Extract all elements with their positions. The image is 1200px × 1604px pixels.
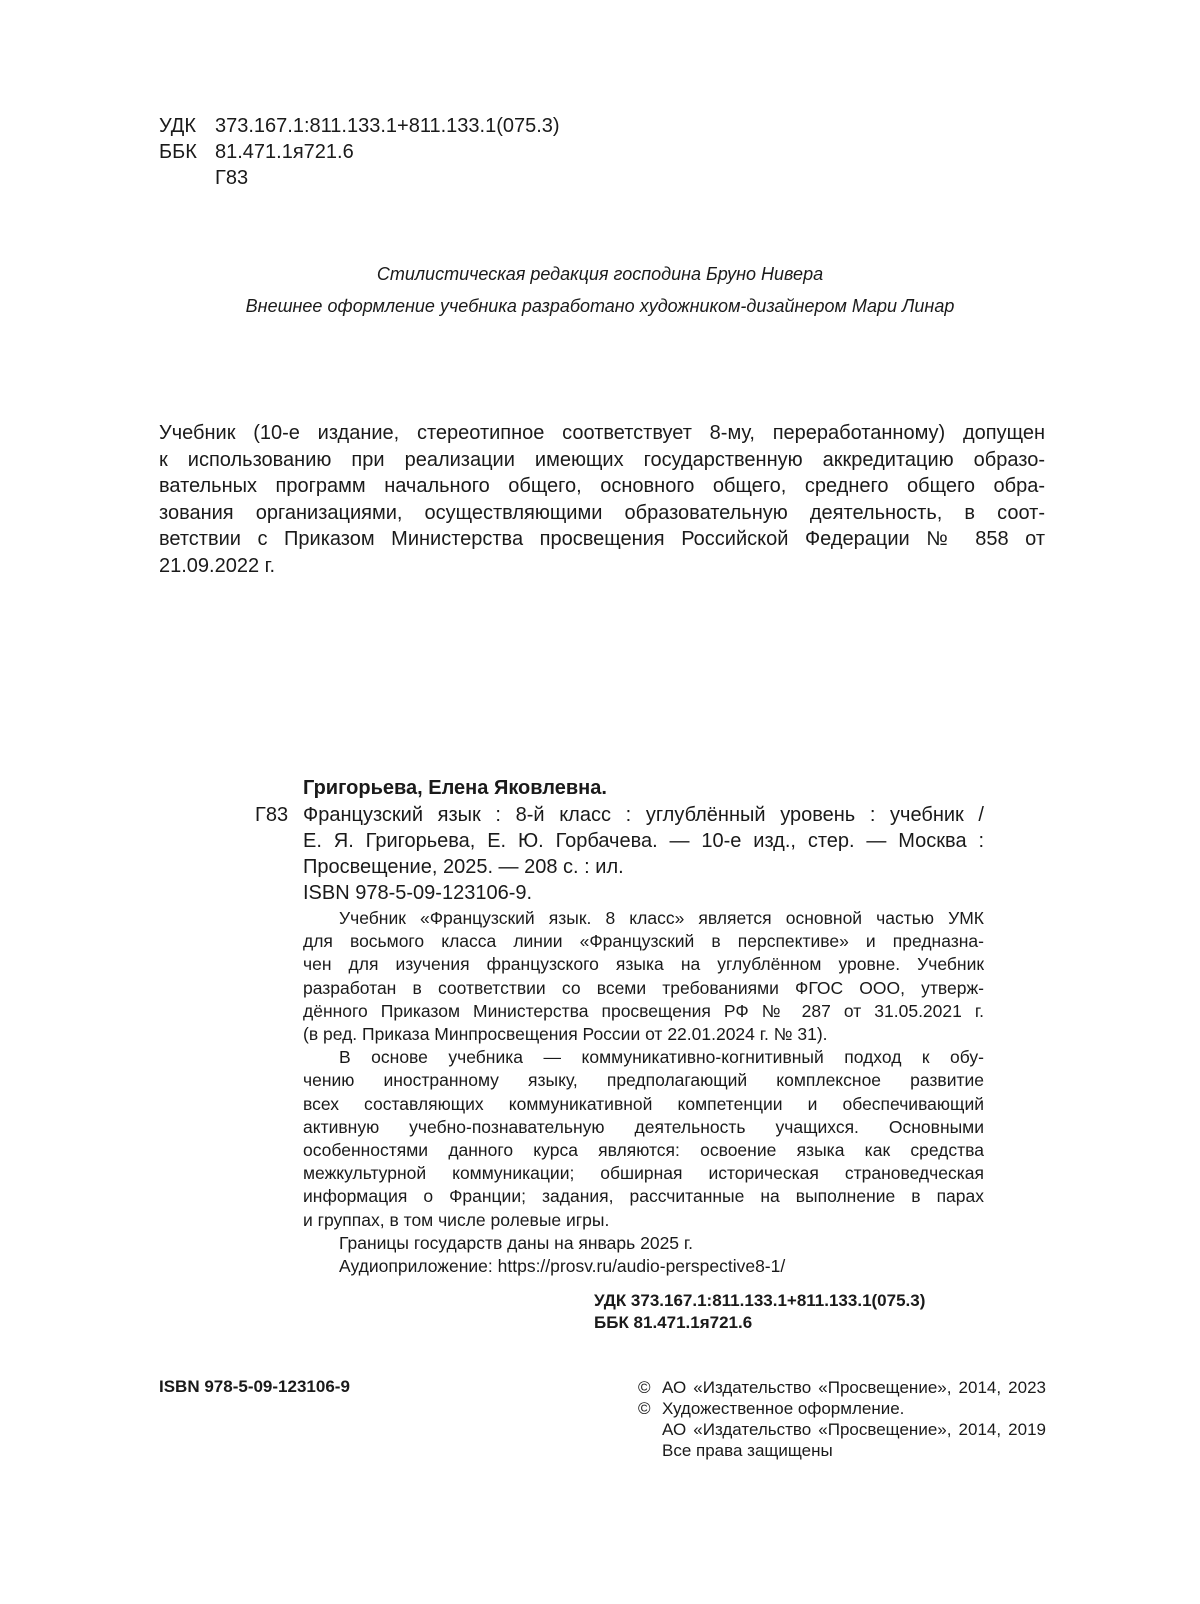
copyright-text: Художественное оформление. (662, 1399, 905, 1418)
copyright-text: АО «Издательство «Просвещение», 2014, 2023 (662, 1378, 1046, 1397)
annotation-line: разработан в соответствии со всеми требованиями ФГОС ООО, утверж- (303, 977, 984, 998)
copyright-icon: © (638, 1378, 651, 1397)
approval-line: вательных программ начального общего, основного общего, среднего общего обра- (159, 475, 1045, 497)
author-mark: Г83 (215, 167, 249, 189)
copyright-row (638, 1377, 1046, 1398)
copyright-text: АО «Издательство «Просвещение», 2014, 2019 (662, 1420, 1046, 1439)
copyright-row (638, 1398, 1046, 1461)
footer-isbn: ISBN 978-5-09-123106-9 (159, 1377, 350, 1396)
annotation-line: дённого Приказом Министерства просвещения РФ № 287 от 31.05.2021 г. (303, 1000, 984, 1021)
annotation-line: чению иностранному языку, предполагающий комплексное развитие (303, 1070, 984, 1091)
annotation-line: В основе учебника — коммуникативно-когнитивный подход к обу- (339, 1047, 984, 1068)
udk-row (159, 113, 560, 139)
reference-line: Е. Я. Григорьева, Е. Ю. Горбачева. — 10-е изд., стер. — Москва : (303, 830, 984, 852)
annotation-line: активную учебно-познавательную деятельность учащихся. Основными (303, 1116, 984, 1137)
bbk-value: 81.471.1я721.6 (215, 141, 354, 163)
bbk-label: ББК (159, 141, 197, 163)
copyright-block (638, 1377, 1046, 1461)
bibliographic-record (255, 775, 1045, 1334)
author-name: Григорьева, Елена Яковлевна. (303, 777, 607, 799)
borders-note: Границы государств даны на январь 2025 г. (339, 1232, 694, 1253)
approval-paragraph (159, 420, 1045, 579)
rights-reserved: Все права защищены (662, 1441, 833, 1460)
annotation-line: информация о Франции; задания, рассчитанные на выполнение в парах (303, 1186, 984, 1207)
author-code: Г83 (255, 804, 289, 826)
isbn-line: ISBN 978-5-09-123106-9. (303, 882, 533, 904)
bbk-row (159, 139, 560, 165)
reference-line: Просвещение, 2025. — 208 с. : ил. (303, 856, 624, 878)
annotation-line: (в ред. Приказа Минпросвещения России от 22.01.2024 г. № 31). (303, 1024, 828, 1045)
annotation (303, 906, 984, 1278)
approval-line: ветствии с Приказом Министерства просвещения Российской Федерации № 858 от (159, 528, 1045, 550)
copyright-icon: © (638, 1399, 651, 1418)
author-mark-row (159, 165, 560, 191)
reference-row (255, 802, 1045, 880)
annotation-line: и группах, в том числе ролевые игры. (303, 1209, 610, 1230)
credit-line: Стилистическая редакция господина Бруно Нивера (376, 264, 824, 284)
approval-line: зования организациями, осуществляющими образовательную деятельность, в соот- (159, 501, 1045, 524)
annotation-line: для восьмого класса линии «Французский в перспективе» и предназна- (303, 931, 984, 952)
annotation-line: Учебник «Французский язык. 8 класс» является основной частью УМК (339, 908, 984, 928)
approval-line: к использованию при реализации имеющих государственную аккредитацию образо- (159, 448, 1045, 471)
bbk-code-line: ББК 81.471.1я721.6 (594, 1313, 753, 1333)
udk-value: 373.167.1:811.133.1+811.133.1(075.3) (215, 115, 560, 137)
reference-line: Французский язык : 8-й класс : углублённый уровень : учебник / (303, 804, 984, 826)
annotation-line: чен для изучения французского языка на углублённом уровне. Учебник (303, 954, 984, 975)
classification-block (159, 113, 560, 191)
reference-text (303, 802, 984, 880)
udk-code-line: УДК 373.167.1:811.133.1+811.133.1(075.3) (594, 1291, 926, 1311)
approval-line: Учебник (10-е издание, стереотипное соответствует 8-му, переработанному) допущен (159, 422, 1045, 444)
annotation-line: всех составляющих коммуникативной компетенции и обеспечивающий (303, 1093, 984, 1114)
approval-line: 21.09.2022 г. (159, 554, 276, 577)
credit-line: Внешнее оформление учебника разработано художником-дизайнером Мари Линар (245, 296, 955, 316)
audio-note: Аудиоприложение: https://prosv.ru/audio-perspective8-1/ (339, 1256, 786, 1277)
classification-codes (594, 1290, 1045, 1334)
credits-block (0, 258, 1200, 322)
udk-label: УДК (159, 115, 197, 137)
annotation-line: межкультурной коммуникации; обширная историческая страноведческая (303, 1163, 984, 1184)
annotation-line: особенностями данного курса являются: освоение языка как средства (303, 1140, 984, 1161)
